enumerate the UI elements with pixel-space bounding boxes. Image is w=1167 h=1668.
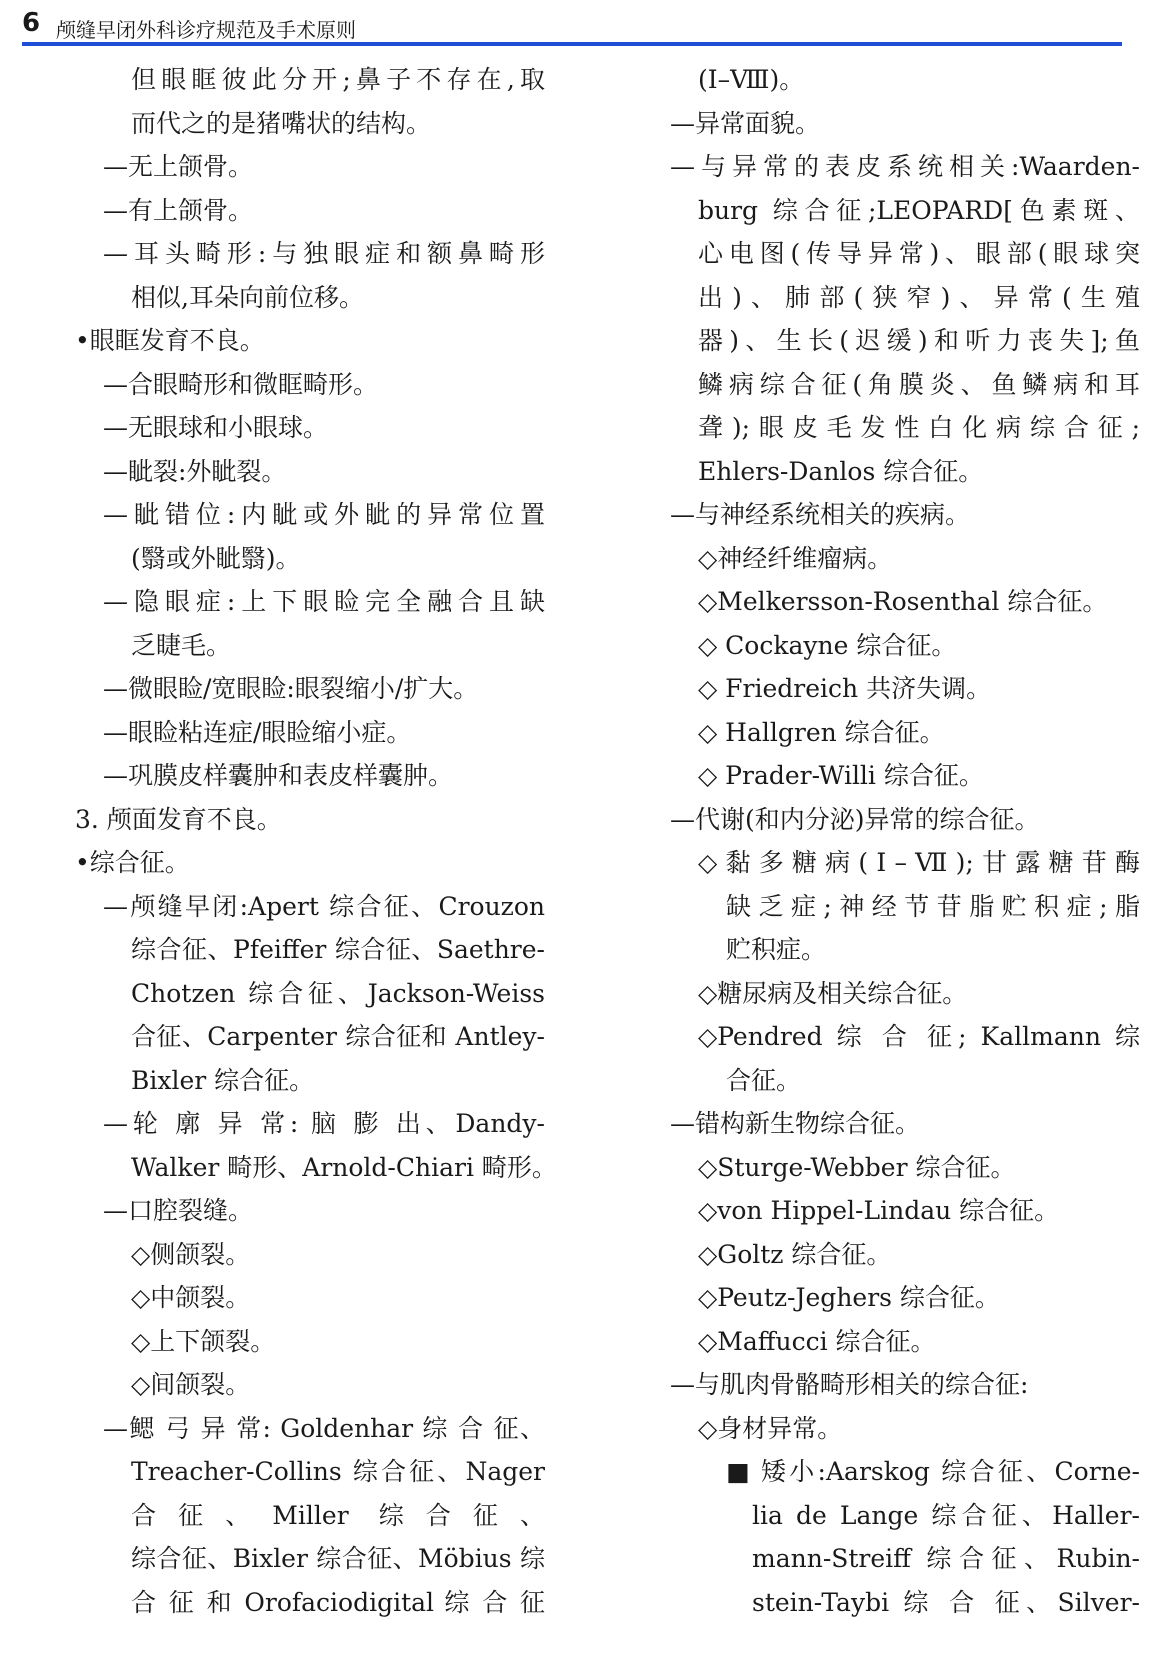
text-line xyxy=(670,1537,1140,1581)
text-line xyxy=(75,232,545,276)
text-line xyxy=(75,624,545,668)
list-marker: — xyxy=(103,195,128,225)
line-text: 合征、Miller 综合征、 xyxy=(131,1500,545,1530)
list-marker: ◇ xyxy=(698,717,718,747)
text-line xyxy=(75,711,545,755)
text-line xyxy=(75,537,545,581)
text-line xyxy=(75,1494,545,1538)
list-marker: — xyxy=(670,500,695,529)
text-line xyxy=(670,885,1140,929)
line-text: 有上颌骨。 xyxy=(128,195,254,225)
text-line xyxy=(670,450,1140,494)
text-line xyxy=(75,145,545,189)
line-text: 器)、生长(迟缓)和听力丧失];鱼 xyxy=(698,326,1140,355)
line-text: Chotzen 综合征、Jackson-Weiss xyxy=(131,978,545,1008)
line-text: 代谢(和内分泌)异常的综合征。 xyxy=(695,804,1040,834)
text-line xyxy=(75,754,545,798)
text-line xyxy=(670,928,1140,972)
text-line xyxy=(75,1015,545,1059)
list-marker: — xyxy=(103,1413,128,1443)
text-line xyxy=(670,363,1140,407)
line-text: von Hippel-Lindau 综合征。 xyxy=(717,1196,1060,1225)
text-line xyxy=(670,406,1140,450)
line-text: 合 征 和 Orofaciodigital 综 合 征 xyxy=(131,1587,545,1617)
text-line xyxy=(75,580,545,624)
text-line xyxy=(75,276,545,320)
line-text: 鳃 弓 异 常: Goldenhar 综 合 征、 xyxy=(128,1413,545,1443)
text-line xyxy=(670,189,1140,233)
list-marker: — xyxy=(103,456,128,486)
right-column xyxy=(670,58,1140,1624)
line-text: Walker 畸形、Arnold-Chiari 畸形。 xyxy=(131,1152,557,1182)
line-text: 合眼畸形和微眶畸形。 xyxy=(128,369,379,399)
line-text: lia de Lange 综合征、Haller- xyxy=(752,1500,1140,1530)
line-text: 侧颌裂。 xyxy=(150,1239,251,1269)
list-marker: — xyxy=(670,1109,695,1138)
text-line xyxy=(670,58,1140,102)
line-text: 与异常的表皮系统相关:Waarden- xyxy=(695,152,1140,181)
list-marker: — xyxy=(103,891,128,921)
line-text: 无眼球和小眼球。 xyxy=(128,413,329,442)
list-marker: — xyxy=(103,1196,128,1225)
line-text: 糖尿病及相关综合征。 xyxy=(717,978,968,1008)
line-text: 鳞病综合征(角膜炎、鱼鳞病和耳 xyxy=(698,369,1140,399)
text-line xyxy=(75,1363,545,1407)
list-marker: ◇ xyxy=(698,1413,718,1443)
text-line xyxy=(670,1233,1140,1277)
line-text: 耳头畸形:与独眼症和额鼻畸形 xyxy=(128,239,545,268)
line-text: 出)、肺部(狭窄)、异常(生殖 xyxy=(698,282,1140,312)
list-marker: ■ xyxy=(726,1457,750,1486)
text-line xyxy=(75,406,545,450)
text-line xyxy=(670,1015,1140,1059)
line-text: burg 综合征;LEOPARD[色素斑、 xyxy=(698,195,1140,225)
text-line xyxy=(670,1189,1140,1233)
text-line xyxy=(75,1276,545,1320)
list-marker: — xyxy=(670,804,695,834)
line-text: 缺乏症;神经节苷脂贮积症;脂 xyxy=(726,891,1140,921)
line-text: (翳或外眦翳)。 xyxy=(131,543,301,573)
line-text: 隐眼症:上下眼睑完全融合且缺 xyxy=(128,587,545,616)
text-line xyxy=(670,319,1140,363)
line-text: 综合征。 xyxy=(89,848,190,877)
line-text: 中颌裂。 xyxy=(150,1283,251,1312)
text-line xyxy=(670,1494,1140,1538)
text-line xyxy=(670,1407,1140,1451)
list-marker: ◇ xyxy=(698,1196,718,1225)
line-text: Peutz-Jeghers 综合征。 xyxy=(717,1283,1000,1312)
list-marker: ◇ xyxy=(698,1022,718,1051)
text-line xyxy=(670,711,1140,755)
text-line xyxy=(75,1450,545,1494)
text-line xyxy=(670,580,1140,624)
text-line xyxy=(670,145,1140,189)
line-text: 颅缝早闭:Apert 综合征、Crouzon xyxy=(128,891,545,921)
line-text: 与肌肉骨骼畸形相关的综合征: xyxy=(695,1370,1029,1399)
line-text: 错构新生物综合征。 xyxy=(695,1109,921,1138)
list-marker: ◇ xyxy=(131,1326,151,1356)
list-marker: • xyxy=(75,326,90,355)
text-line xyxy=(75,1189,545,1233)
text-line xyxy=(670,1276,1140,1320)
line-text: Pendred 综 合 征; Kallmann 综 xyxy=(717,1022,1140,1051)
line-text: (Ⅰ–Ⅷ)。 xyxy=(698,65,805,94)
line-text: 眼睑粘连症/眼睑缩小症。 xyxy=(128,717,412,747)
list-marker: ◇ xyxy=(698,1152,718,1182)
line-text: mann-Streiff 综合征、Rubin- xyxy=(752,1544,1140,1573)
list-marker: ◇ xyxy=(131,1283,151,1312)
text-line xyxy=(670,667,1140,711)
text-line xyxy=(75,1059,545,1103)
text-line xyxy=(670,754,1140,798)
text-line xyxy=(75,885,545,929)
line-text: 而代之的是猪嘴状的结构。 xyxy=(131,108,432,138)
line-text: 综合征、Bixler 综合征、Möbius 综 xyxy=(131,1544,545,1573)
line-text: 心电图(传导异常)、眼部(眼球突 xyxy=(698,239,1140,268)
text-line xyxy=(670,1102,1140,1146)
list-marker: ◇ xyxy=(698,630,718,660)
text-line xyxy=(75,450,545,494)
text-line xyxy=(670,1581,1140,1625)
line-text: 综合征、Pfeiffer 综合征、Saethre- xyxy=(131,935,545,964)
list-marker: — xyxy=(103,717,128,747)
line-text: 但眼眶彼此分开;鼻子不存在,取 xyxy=(131,65,545,94)
text-line xyxy=(670,493,1140,537)
line-text: 与神经系统相关的疾病。 xyxy=(695,500,971,529)
text-line xyxy=(670,1450,1140,1494)
line-text: 聋);眼皮毛发性白化病综合征; xyxy=(698,413,1140,442)
list-marker: — xyxy=(103,674,128,703)
list-marker: ◇ xyxy=(698,674,718,703)
left-column xyxy=(75,58,557,1624)
line-text: Melkersson-Rosenthal 综合征。 xyxy=(717,587,1108,616)
line-text: Ehlers-Danlos 综合征。 xyxy=(698,456,984,486)
line-text: 巩膜皮样囊肿和表皮样囊肿。 xyxy=(128,761,454,790)
text-line xyxy=(75,189,545,233)
text-line xyxy=(75,972,545,1016)
page-number: 6 xyxy=(22,8,41,38)
list-marker: ◇ xyxy=(698,761,718,790)
text-line xyxy=(75,319,545,363)
line-text: Bixler 综合征。 xyxy=(131,1065,315,1095)
list-marker: — xyxy=(103,369,128,399)
list-marker: — xyxy=(103,1109,128,1138)
line-text: 眼眶发育不良。 xyxy=(89,326,265,355)
text-line xyxy=(75,493,545,537)
line-text: 轮 廓 异 常: 脑 膨 出、Dandy- xyxy=(128,1109,545,1138)
list-marker: — xyxy=(670,152,695,181)
line-text: 3. 颅面发育不良。 xyxy=(75,804,282,834)
page-header xyxy=(22,6,1122,46)
line-text: Cockayne 综合征。 xyxy=(717,630,957,660)
list-marker: ◇ xyxy=(698,543,718,573)
list-marker: ◇ xyxy=(698,848,718,877)
text-line xyxy=(75,667,545,711)
line-text: 微眼睑/宽眼睑:眼裂缩小/扩大。 xyxy=(128,674,479,703)
list-marker: ◇ xyxy=(698,978,718,1008)
line-text: Maffucci 综合征。 xyxy=(717,1326,936,1356)
line-text: 贮积症。 xyxy=(726,935,827,964)
text-line xyxy=(75,928,545,972)
list-marker: — xyxy=(670,1370,695,1399)
line-text: Sturge-Webber 综合征。 xyxy=(717,1152,1016,1182)
line-text: 异常面貌。 xyxy=(695,108,821,138)
text-line xyxy=(75,1320,545,1364)
line-text: Friedreich 共济失调。 xyxy=(717,674,992,703)
text-line xyxy=(75,1233,545,1277)
line-text: 合征、Carpenter 综合征和 Antley- xyxy=(131,1022,545,1051)
text-line xyxy=(670,232,1140,276)
list-marker: — xyxy=(103,413,128,442)
text-line xyxy=(670,1363,1140,1407)
line-text: 黏多糖病(Ⅰ–Ⅶ);甘露糖苷酶 xyxy=(717,848,1140,877)
list-marker: ◇ xyxy=(131,1370,151,1399)
running-title: 颅缝早闭外科诊疗规范及手术原则 xyxy=(56,18,356,42)
line-text: 身材异常。 xyxy=(717,1413,843,1443)
text-line xyxy=(670,276,1140,320)
line-text: Treacher-Collins 综合征、Nager xyxy=(131,1457,545,1486)
text-line xyxy=(670,841,1140,885)
line-text: 相似,耳朵向前位移。 xyxy=(131,282,364,312)
text-line xyxy=(75,1102,545,1146)
list-marker: ◇ xyxy=(698,1239,718,1269)
list-marker: ◇ xyxy=(131,1239,151,1269)
text-line xyxy=(75,102,545,146)
line-text: stein-Taybi 综 合 征、Silver- xyxy=(752,1587,1140,1617)
text-line xyxy=(75,363,545,407)
line-text: 口腔裂缝。 xyxy=(128,1196,254,1225)
list-marker: ◇ xyxy=(698,587,718,616)
text-line xyxy=(670,624,1140,668)
list-marker: — xyxy=(103,152,128,181)
text-line xyxy=(75,1407,545,1451)
text-line xyxy=(670,1059,1140,1103)
text-line xyxy=(75,1581,545,1625)
text-line xyxy=(670,972,1140,1016)
text-line xyxy=(670,102,1140,146)
text-line xyxy=(75,841,545,885)
list-marker: — xyxy=(103,239,128,268)
line-text: Hallgren 综合征。 xyxy=(717,717,945,747)
list-marker: ◇ xyxy=(698,1326,718,1356)
list-marker: — xyxy=(103,500,128,529)
line-text: 矮小:Aarskog 综合征、Corne- xyxy=(749,1457,1140,1486)
line-text: 眦错位:内眦或外眦的异常位置 xyxy=(128,500,545,529)
line-text: 合征。 xyxy=(726,1065,802,1095)
text-line xyxy=(75,798,545,842)
list-marker: • xyxy=(75,848,90,877)
text-line xyxy=(75,1537,545,1581)
text-line xyxy=(670,537,1140,581)
line-text: 神经纤维瘤病。 xyxy=(717,543,893,573)
text-line xyxy=(75,1146,557,1190)
text-line xyxy=(670,1320,1140,1364)
text-line xyxy=(75,58,545,102)
line-text: Goltz 综合征。 xyxy=(717,1239,892,1269)
list-marker: — xyxy=(103,761,128,790)
text-line xyxy=(670,1146,1140,1190)
line-text: Prader-Willi 综合征。 xyxy=(717,761,984,790)
list-marker: — xyxy=(670,108,695,138)
line-text: 上下颌裂。 xyxy=(150,1326,276,1356)
line-text: 乏睫毛。 xyxy=(131,630,232,660)
line-text: 间颌裂。 xyxy=(150,1370,251,1399)
line-text: 无上颌骨。 xyxy=(128,152,254,181)
list-marker: ◇ xyxy=(698,1283,718,1312)
line-text: 眦裂:外眦裂。 xyxy=(128,456,287,486)
text-line xyxy=(670,798,1140,842)
list-marker: — xyxy=(103,587,128,616)
